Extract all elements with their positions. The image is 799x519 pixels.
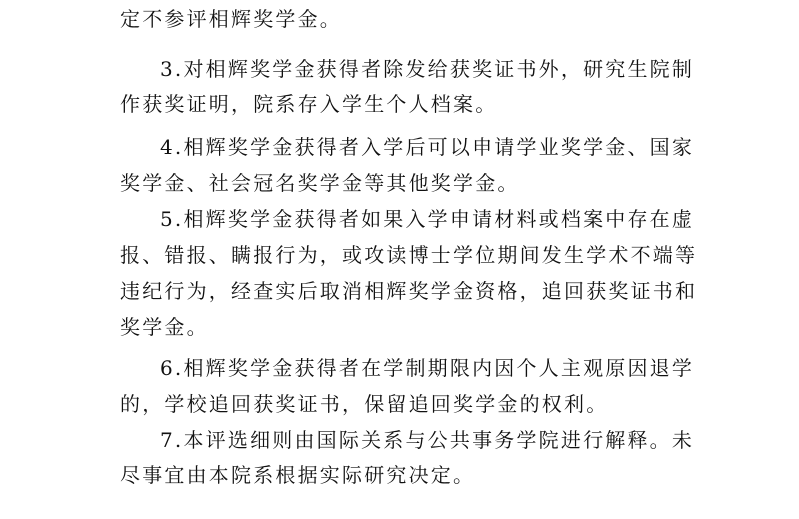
paragraph-5-line-3: 违纪行为，经查实后取消相辉奖学金资格，追回获奖证书和 — [120, 279, 698, 303]
paragraph-4-line-2: 奖学金、社会冠名奖学金等其他奖学金。 — [120, 171, 520, 195]
paragraph-3-line-2: 作获奖证明，院系存入学生个人档案。 — [120, 92, 498, 116]
paragraph-7-line-1: 7.本评选细则由国际关系与公共事务学院进行解释。未 — [160, 428, 695, 452]
paragraph-5-line-4: 奖学金。 — [120, 315, 209, 339]
paragraph-3-line-1: 3.对相辉奖学金获得者除发给获奖证书外，研究生院制 — [160, 57, 695, 81]
paragraph-2-line-2: 定不参评相辉奖学金。 — [120, 7, 342, 31]
paragraph-4-line-1: 4.相辉奖学金获得者入学后可以申请学业奖学金、国家 — [160, 135, 695, 159]
paragraph-6-line-1: 6.相辉奖学金获得者在学制期限内因个人主观原因退学 — [160, 356, 695, 380]
paragraph-6-line-2: 的，学校追回获奖证书，保留追回奖学金的权利。 — [120, 392, 609, 416]
paragraph-7-line-2: 尽事宜由本院系根据实际研究决定。 — [120, 463, 476, 487]
paragraph-5-line-1: 5.相辉奖学金获得者如果入学申请材料或档案中存在虚 — [160, 207, 695, 231]
paragraph-5-line-2: 报、错报、瞒报行为，或攻读博士学位期间发生学术不端等 — [120, 243, 698, 267]
